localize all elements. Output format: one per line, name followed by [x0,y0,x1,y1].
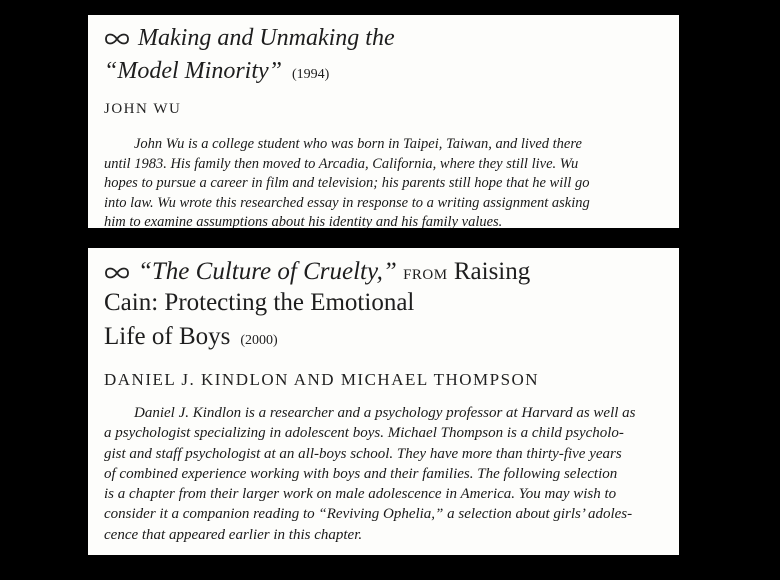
bio-line: gist and staff psychologist at an all-boys school. They have more than thirty-five years [104,445,622,462]
bio-line: John Wu is a college student who was born in Taipei, Taiwan, and lived there [134,136,582,152]
book-title: Raising [453,258,531,285]
entry-title-line-2 [104,58,329,85]
author-bio [104,403,636,545]
author-bio [104,135,590,228]
bio-line: of combined experience working with boys and their families. The following selection [104,465,618,482]
ornament-icon [104,26,130,53]
publication-year: (2000) [240,333,278,348]
bio-line: into law. Wu wrote this researched essay in response to a writing assignment asking [104,194,590,211]
book-title-cont: Cain: Protecting the Emotional [104,289,415,316]
publication-year: (1994) [292,67,330,82]
entry-panel-kindlon-thompson [88,248,679,555]
bio-line: is a chapter from their larger work on male adolescence in America. You may wish to [104,486,617,503]
bio-line: a psychologist specializing in adolescent boys. Michael Thompson is a child psycholo- [104,425,624,442]
bio-line: hopes to pursue a career in film and television; his parents still hope that he will go [104,175,590,191]
bio-line: until 1983. His family then moved to Arcadia, California, where they still live. Wu [104,155,579,172]
entry-panel-wu [88,15,679,228]
selection-title: “The Culture of Cruelty,” [138,258,397,285]
entry-title-line-1 [104,25,395,53]
bio-line: consider it a companion reading to “Reviving Ophelia,” a selection about girls’ adoles- [104,506,633,523]
entry-title-line-3 [104,323,278,351]
entry-title-cont: “Model Minority” [104,58,282,84]
book-title-end: Life of Boys [104,323,231,350]
entry-title-line-2 [104,289,414,317]
author-names: DANIEL J. KINDLON AND MICHAEL THOMPSON [104,370,540,389]
bio-line: Daniel J. Kindlon is a researcher and a psychology professor at Harvard as well as [134,405,636,421]
entry-title: Making and Unmaking the [138,25,395,51]
entry-title-line-1 [104,258,530,287]
bio-line: him to examine assumptions about his identity and his family values. [104,214,503,228]
bio-line: cence that appeared earlier in this chapter. [104,526,363,543]
author-name: JOHN WU [104,101,182,117]
ornament-icon [104,259,130,287]
from-label: FROM [403,267,448,283]
